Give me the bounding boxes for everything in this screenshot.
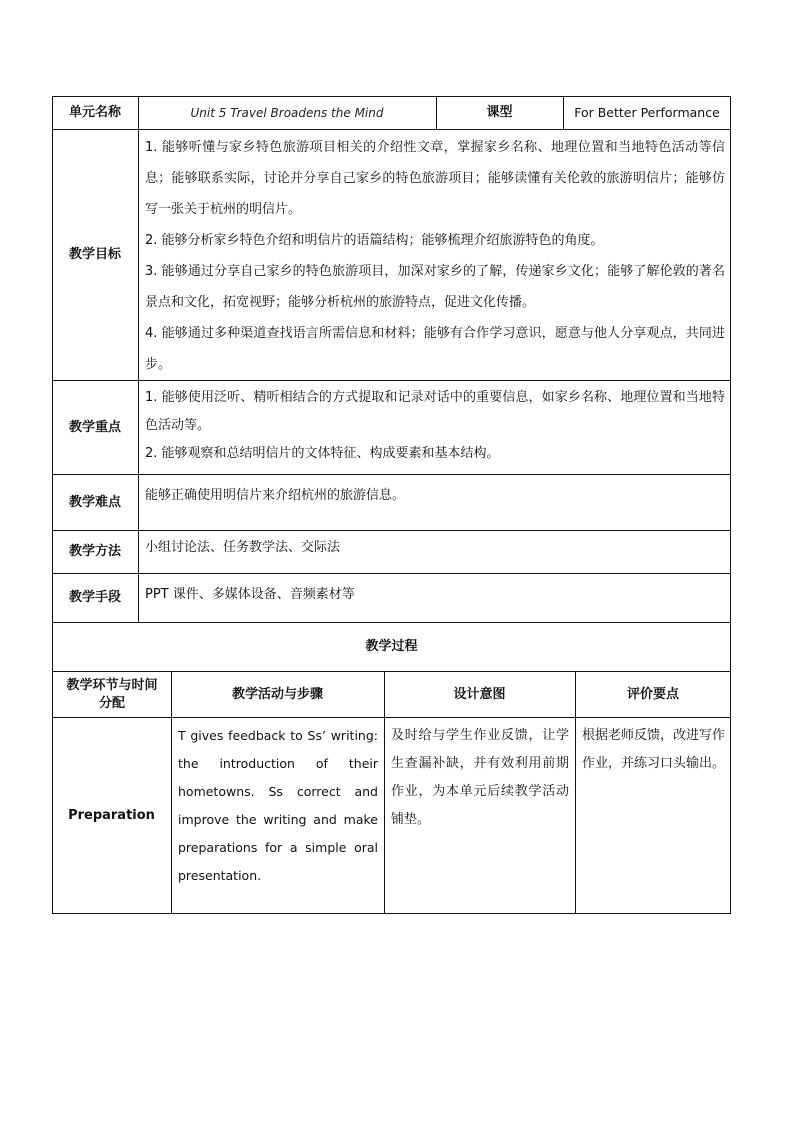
col-header-intent: 设计意图 [453, 686, 506, 702]
means-label: 教学手段 [68, 590, 121, 605]
unit-name-label: 单元名称 [68, 105, 121, 120]
objective-item: 1. 能够听懂与家乡特色旅游项目相关的介绍性文章，掌握家乡名称、地理位置和当地特色活动等信息；能够联系实际，讨论并分享自己家乡的特色旅游项目；能够读懂有关伦敦的旅游明信片；能够仿写一张关于杭州的明信片。 [145, 140, 725, 217]
key-points-label: 教学重点 [68, 419, 121, 435]
difficulties-label: 教学难点 [68, 494, 121, 510]
lesson-type-label: 课型 [486, 105, 513, 120]
process-title: 教学过程 [365, 639, 418, 654]
methods-text: 小组讨论法、任务教学法、交际法 [145, 540, 341, 555]
objective-item: 3. 能够通过分享自己家乡的特色旅游项目，加深对家乡的了解，传递家乡文化；能够了解伦敦的著名景点和文化，拓宽视野；能够分析杭州的旅游特点，促进文化传播。 [145, 264, 725, 310]
objectives-label: 教学目标 [68, 247, 121, 262]
key-points-list [145, 384, 725, 468]
lesson-type-value: For Better Performance [574, 105, 720, 120]
key-point-item: 1. 能够使用泛听、精听相结合的方式提取和记录对话中的重要信息，如家乡名称、地理位置和当地特色活动等。 [145, 390, 725, 433]
unit-name-value: Unit 5 Travel Broadens the Mind [190, 106, 384, 120]
col-header-evaluation: 评价要点 [626, 686, 679, 702]
means-text: PPT 课件、多媒体设备、音频素材等 [145, 587, 355, 602]
intent-cell: 及时给与学生作业反馈，让学生查漏补缺，并有效利用前期作业，为本单元后续教学活动铺垫。 [391, 728, 569, 827]
difficulties-text: 能够正确使用明信片来介绍杭州的旅游信息。 [145, 488, 406, 503]
objectives-list [145, 132, 725, 380]
col-header-stage: 教学环节与时间分配 [66, 677, 158, 711]
evaluation-cell: 根据老师反馈，改进写作作业，并练习口头输出。 [582, 728, 726, 771]
col-header-activity: 教学活动与步骤 [231, 686, 323, 702]
activity-cell: T gives feedback to Ss’ writing: the introduction of their hometowns. Ss correct and improve the writing and make preparations for a simple oral presentation. [178, 728, 378, 883]
objective-item: 4. 能够通过多种渠道查找语言所需信息和材料；能够有合作学习意识，愿意与他人分享观点，共同进步。 [145, 326, 725, 372]
objective-item: 2. 能够分析家乡特色介绍和明信片的语篇结构；能够梳理介绍旅游特色的角度。 [145, 233, 604, 248]
methods-label: 教学方法 [68, 544, 121, 559]
key-point-item: 2. 能够观察和总结明信片的文体特征、构成要素和基本结构。 [145, 446, 500, 461]
stage-cell: Preparation [68, 807, 155, 823]
